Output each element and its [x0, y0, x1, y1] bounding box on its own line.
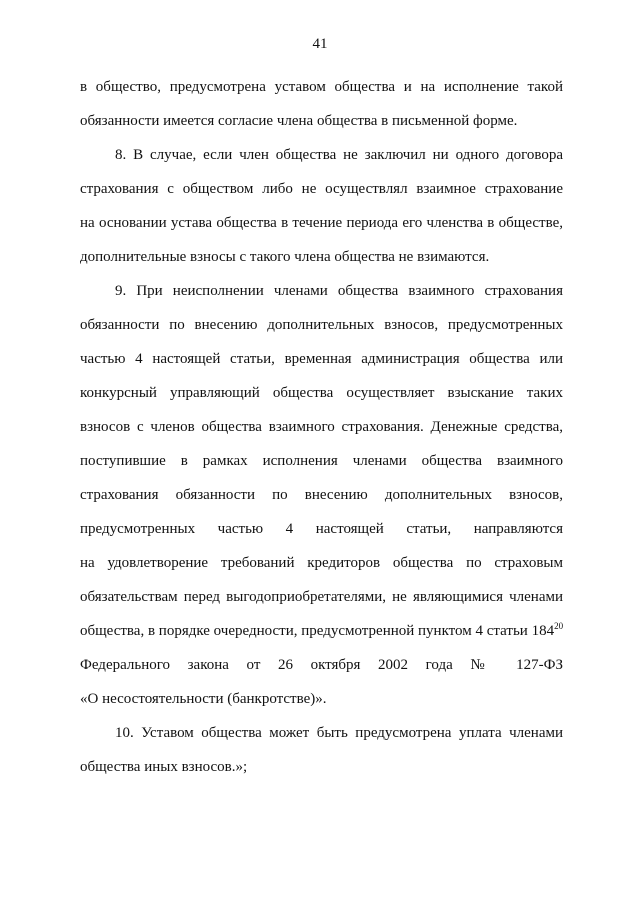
paragraph-10: [80, 725, 563, 793]
text-line: обязанности по внесению дополнительных взносов, предусмотренных: [80, 317, 563, 333]
text-line: обязательствам перед выгодоприобретателями, не являющимися членами: [80, 589, 563, 605]
text-line-with-footnote: [80, 623, 563, 657]
text-line: в общество, предусмотрена уставом общества и на исполнение такой: [80, 79, 563, 95]
text-line: на удовлетворение требований кредиторов общества по страховым: [80, 555, 563, 571]
text-line: на основании устава общества в течение периода его членства в обществе,: [80, 215, 563, 231]
text-line: страхования с обществом либо не осуществлял взаимное страхование: [80, 181, 563, 197]
text-line: общества иных взносов.»;: [80, 759, 248, 775]
paragraph-9: [80, 283, 563, 725]
text-line: 9. При неисполнении членами общества взаимного страхования: [115, 283, 563, 299]
text-line: дополнительные взносы с такого члена общества не взимаются.: [80, 249, 490, 265]
text-line: предусмотренных частью 4 настоящей статьи, направляются: [80, 521, 563, 537]
paragraph-continuation: [80, 79, 563, 147]
text-line-content: общества, в порядке очередности, предусмотренной пунктом 4 статьи 184: [80, 623, 555, 639]
text-line: 10. Уставом общества может быть предусмотрена уплата членами: [115, 725, 563, 741]
superscript-index: 20: [554, 621, 564, 631]
text-line: «О несостоятельности (банкротстве)».: [80, 691, 327, 707]
text-line: частью 4 настоящей статьи, временная администрация общества или: [80, 351, 563, 367]
document-body: [80, 79, 563, 793]
paragraph-8: [80, 147, 563, 283]
text-line: Федерального закона от 26 октября 2002 года № 127-ФЗ: [80, 657, 563, 673]
page-number: 41: [312, 36, 328, 52]
text-line: страхования обязанности по внесению дополнительных взносов,: [80, 487, 563, 503]
text-line: поступившие в рамках исполнения членами общества взаимного: [80, 453, 563, 469]
text-line: взносов с членов общества взаимного страхования. Денежные средства,: [80, 419, 563, 435]
text-line: конкурсный управляющий общества осуществляет взыскание таких: [80, 385, 563, 401]
text-line: обязанности имеется согласие члена общества в письменной форме.: [80, 113, 518, 129]
text-line: 8. В случае, если член общества не заключил ни одного договора: [115, 147, 563, 163]
